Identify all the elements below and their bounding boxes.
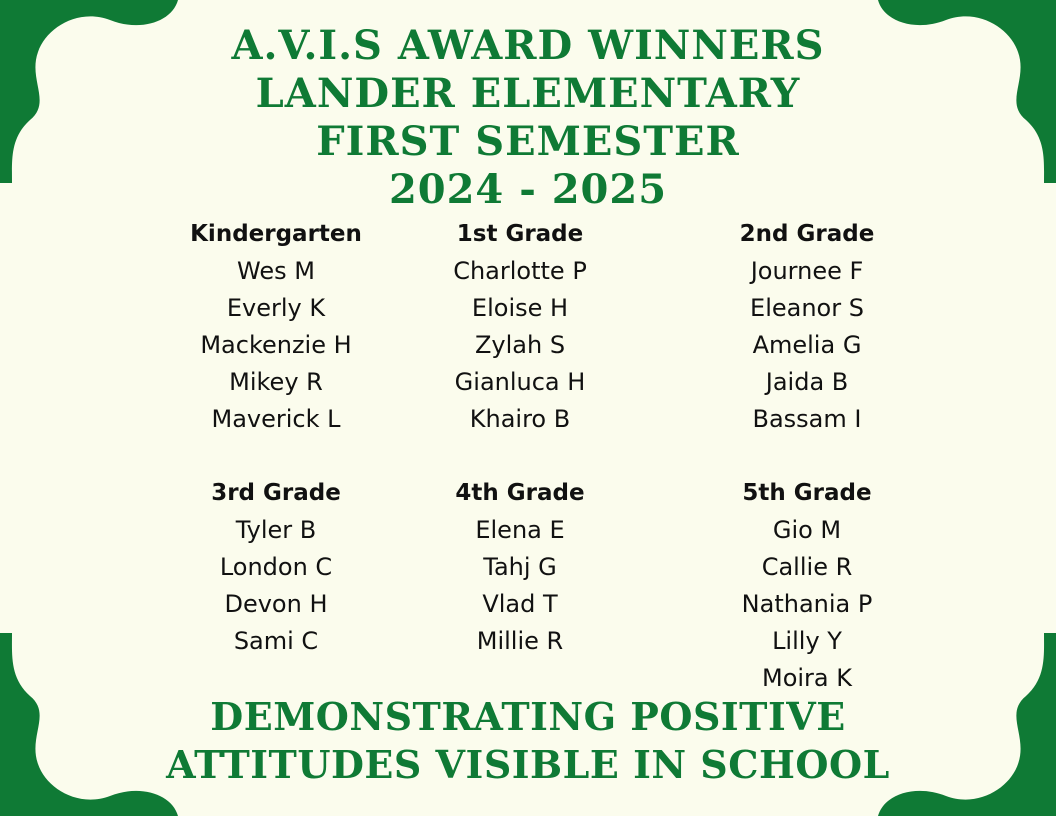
- winner-name: Devon H: [224, 590, 328, 618]
- winner-name: Wes M: [237, 257, 315, 285]
- winner-name: Elena E: [475, 516, 565, 544]
- winner-name: Mikey R: [229, 368, 323, 396]
- winner-name: Charlotte P: [453, 257, 587, 285]
- grade-column-kindergarten: [146, 216, 406, 438]
- winner-name: Gio M: [772, 516, 842, 544]
- winner-name: Nathania P: [741, 590, 873, 618]
- winner-name: Maverick L: [211, 405, 341, 433]
- winner-name: Mackenzie H: [200, 331, 352, 359]
- title-line: LANDER ELEMENTARY: [255, 70, 801, 117]
- winner-name: Vlad T: [482, 590, 558, 618]
- winner-name: Eloise H: [471, 294, 569, 322]
- grade-column-2nd: [677, 216, 937, 438]
- winner-name: Tahj G: [483, 553, 557, 581]
- grade-column-4th: [390, 475, 650, 660]
- winner-name: Tyler B: [235, 516, 317, 544]
- footer-line: ATTITUDES VISIBLE IN SCHOOL: [166, 742, 890, 787]
- footer-motto: [0, 693, 1056, 789]
- winner-name: Millie R: [476, 627, 564, 655]
- footer-line: DEMONSTRATING POSITIVE: [210, 694, 846, 739]
- title-line: A.V.I.S AWARD WINNERS: [231, 22, 825, 69]
- winner-name: Callie R: [761, 553, 853, 581]
- winner-name: Moira K: [762, 664, 852, 692]
- grade-heading: Kindergarten: [190, 221, 362, 247]
- grade-column-5th: [677, 475, 937, 697]
- winner-name: Journee F: [750, 257, 864, 285]
- winner-name: London C: [219, 553, 333, 581]
- grade-heading: 5th Grade: [742, 480, 872, 506]
- winner-name: Bassam I: [752, 405, 862, 433]
- winner-name: Lilly Y: [772, 627, 842, 655]
- grade-heading: 4th Grade: [455, 480, 585, 506]
- winner-name: Khairo B: [469, 405, 571, 433]
- grade-column-1st: [390, 216, 650, 438]
- winner-name: Zylah S: [474, 331, 566, 359]
- winner-name: Everly K: [226, 294, 326, 322]
- winner-name: Jaida B: [765, 368, 849, 396]
- grade-column-3rd: [146, 475, 406, 660]
- winner-name: Amelia G: [752, 331, 862, 359]
- winner-name: Gianluca H: [454, 368, 586, 396]
- winner-name: Sami C: [233, 627, 319, 655]
- title-line: 2024 - 2025: [388, 166, 668, 213]
- grade-heading: 2nd Grade: [739, 221, 875, 247]
- title-line: FIRST SEMESTER: [316, 118, 740, 165]
- grade-heading: 3rd Grade: [211, 480, 341, 506]
- grade-heading: 1st Grade: [456, 221, 584, 247]
- page-title: [0, 22, 1056, 214]
- winner-name: Eleanor S: [750, 294, 864, 322]
